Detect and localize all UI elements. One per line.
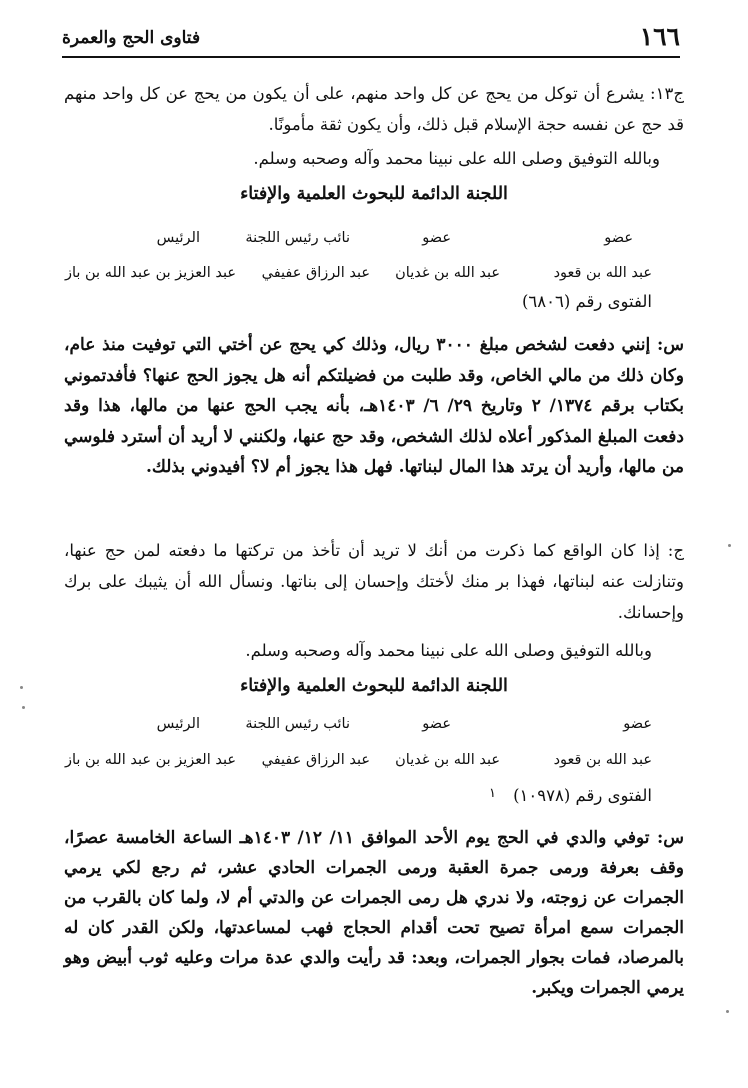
fatwa-number-2: الفتوى رقم (١٠٩٧٨)	[513, 786, 652, 805]
question-3: س: توفي والدي في الحج يوم الأحد الموافق ١١/ ١٢/ ١٤٠٣هـ الساعة الخامسة عصرًا، وقف بعرفة ورمى جمرة العقبة ورمى الجمرات الحادي عشر، ثم رجع لكي يرمي الجمرات عن زوجته، ولا ندري هل رمى الجمرات عن والدتي أم لا، ولما كان بالقرب من الجمرات سمع امرأة تصيح تحت أقدام الحجاج فهب لمساعدتها، ولكن القدر كان له بالمرصاد، فمات بجوار الجمرات، وبعد: قد رأيت والدي عدة مرات وعليه ثوب أبيض وهو يرمي الجمرات ويكبر.	[64, 828, 684, 998]
signatory-ghudayan-b: عبد الله بن غديان	[395, 752, 500, 768]
signatory-qaud-b: عبد الله بن قعود	[553, 752, 652, 768]
signatory-baz-b: عبد العزيز بن عبد الله بن باز	[64, 752, 236, 768]
fatwa-number-2-mark: ١	[489, 786, 496, 801]
scan-speck	[20, 686, 23, 689]
book-title: فتاوى الحج والعمرة	[62, 28, 201, 48]
answer-2: ج: إذا كان الواقع كما ذكرت من أنك لا تريد أن تأخذ من تركتها ما دفعته لمن حج عنها، وتنازلت عنه لبناتها، فهذا بر منك لأختك وإحسان إلى بناتها. ونسأل الله أن يثيبك على برك وإحسانك.	[64, 541, 684, 622]
committee-title-1: اللجنة الدائمة للبحوث العلمية والإفتاء	[240, 184, 508, 204]
role-member-1: عضو	[604, 230, 633, 246]
page-header	[62, 22, 680, 58]
signatory-afifi-b: عبد الرزاق عفيفي	[261, 752, 370, 768]
signatory-afifi: عبد الرزاق عفيفي	[261, 265, 370, 281]
scan-speck	[726, 1010, 729, 1013]
page-number: ١٦٦	[639, 22, 680, 51]
question-2: س: إنني دفعت لشخص مبلغ ٣٠٠٠ ريال، وذلك كي يحج عن أختي التي توفيت منذ عام، وكان ذلك من مالي الخاص، وقد طلبت من فضيلتكم أنه هل يجوز الحج عنها؟ فأفدتموني بكتاب برقم ١٣٧٤/ ٢ وتاريخ ٢٩/ ٦/ ١٤٠٣هـ، بأنه يجب الحج عنها من مالها، هذا وقد دفعت المبلغ المذكور أعلاه لذلك الشخص، وقد حج عنها، ولكنني لا أريد أن أسترد فلوسي من مالها، وأريد أن يرتد هذا المال لبناتها. فهل هذا يجوز أم لا؟ أفيدوني بذلك.	[64, 335, 684, 477]
closing-prayer-2: وبالله التوفيق وصلى الله على نبينا محمد وآله وصحبه وسلم.	[245, 641, 652, 660]
role-chairman-b: الرئيس	[156, 716, 200, 732]
fatwa-number-1: الفتوى رقم (٦٨٠٦)	[521, 292, 652, 311]
role-member-1b: عضو	[623, 716, 652, 732]
role-deputy-b: نائب رئيس اللجنة	[245, 716, 350, 732]
role-member-2: عضو	[422, 230, 451, 246]
closing-prayer-1: وبالله التوفيق وصلى الله على نبينا محمد وآله وصحبه وسلم.	[253, 149, 660, 168]
scan-speck	[728, 544, 731, 547]
signatory-baz: عبد العزيز بن عبد الله بن باز	[64, 265, 236, 281]
role-chairman: الرئيس	[156, 230, 200, 246]
committee-title-2: اللجنة الدائمة للبحوث العلمية والإفتاء	[240, 676, 508, 696]
scan-speck	[22, 706, 25, 709]
role-member-2b: عضو	[422, 716, 451, 732]
signatory-ghudayan: عبد الله بن غديان	[395, 265, 500, 281]
answer-13: ج١٣: يشرع أن توكل من يحج عن كل واحد منهم، على أن يكون من يحج عن كل واحد منهم قد حج عن نفسه حجة الإسلام قبل ذلك، وأن يكون ثقة مأمونًا.	[64, 84, 684, 134]
signatory-qaud: عبد الله بن قعود	[553, 265, 652, 281]
role-deputy: نائب رئيس اللجنة	[245, 230, 350, 246]
